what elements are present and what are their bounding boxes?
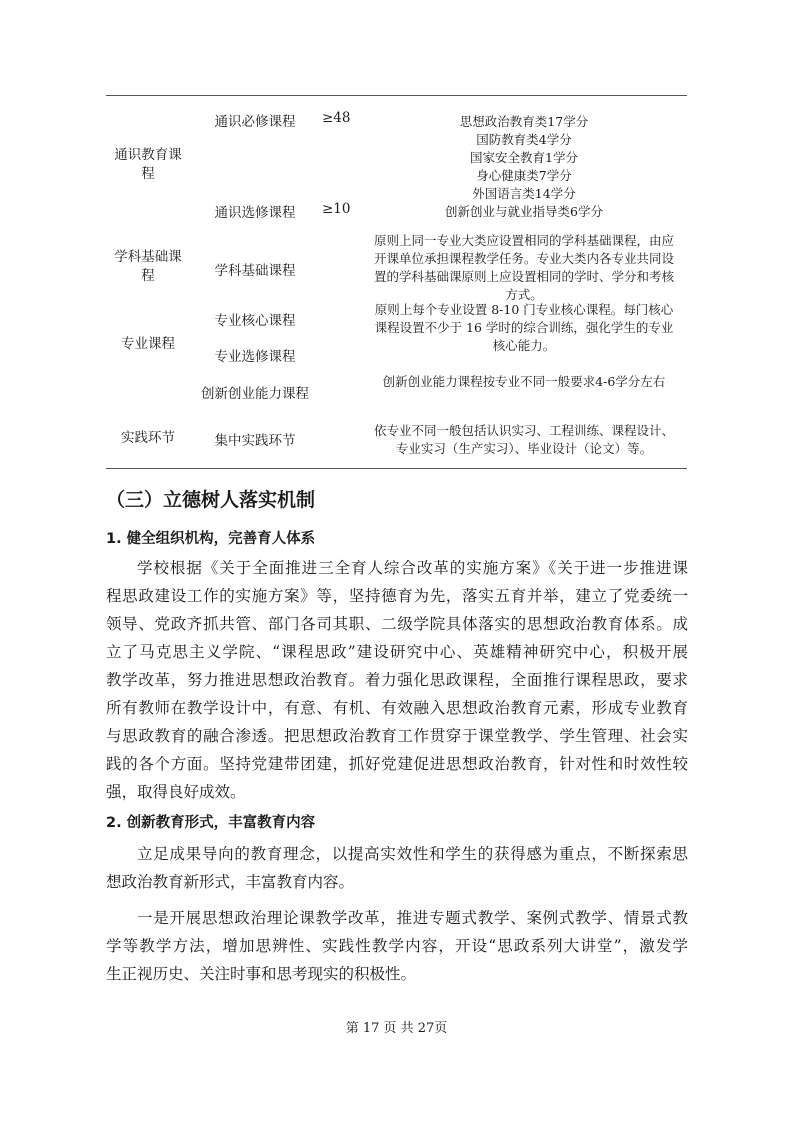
table-desc-line: 原则上每个专业设置 8-10 门专业核心课程。每门核心: [374, 302, 674, 317]
table-desc-line: 创新创业能力课程按专业不同一般要求4-6学分左右: [382, 374, 666, 389]
subsection-1-title: 1. 健全组织机构，完善育人体系: [106, 531, 316, 547]
table-desc-innovation: [364, 373, 684, 391]
paragraph-line: 生正视历史、关注时事和思考现实的积极性。: [106, 965, 417, 983]
table-category-major: 专业课程: [121, 336, 175, 352]
table-course-innovation: 创新创业能力课程: [201, 386, 309, 402]
table-desc-line: 身心健康类7学分: [476, 168, 572, 183]
table-desc-line: 思想政治教育类17学分: [459, 114, 589, 129]
paragraph-line: 立了马克思主义学院、“课程思政”建设研究中心、英雄精神研究中心，积极开展: [106, 643, 688, 661]
table-desc-line: 国防教育类4学分: [476, 132, 572, 147]
subsection-1-paragraph: [106, 554, 688, 806]
paragraph-line: 教学改革，努力推进思想政治教育。着力强化思政课程，全面推行课程思政，要求: [106, 671, 688, 689]
table-desc-discipline: [364, 232, 684, 304]
table-course-general-required: 通识必修课程: [214, 114, 296, 130]
paragraph-line: 强，取得良好成效。: [106, 783, 246, 801]
table-desc-line: 依专业不同一般包括认识实习、工程训练、课程设计、: [373, 423, 674, 438]
table-desc-line: 课程设置不少于 16 学时的综合训练，强化学生的专业: [374, 320, 674, 335]
subsection-2-paragraph-1: [106, 840, 688, 896]
paragraph-line: 领导、党政齐抓共管、部门各司其职、二级学院具体落实的思想政治教育体系。成: [106, 615, 688, 633]
table-desc-line: 国家安全教育1学分: [470, 150, 578, 165]
table-category-general: 通识教育课程: [114, 147, 182, 182]
table-desc-line: 开课单位承担课程教学任务。专业大类内各专业共同设: [373, 251, 674, 266]
table-desc-line: 创新创业与就业指导类6学分: [445, 204, 603, 219]
paragraph-line: 学等教学方法，增加思辨性、实践性教学内容，开设“思政系列大讲堂”，激发学: [106, 937, 688, 955]
table-credits-general-required: ≥48: [322, 110, 351, 126]
table-desc-line: 方式。: [505, 287, 543, 302]
table-category-discipline: 学科基础课程: [114, 249, 182, 284]
table-credits-general-elective: ≥10: [322, 201, 351, 217]
table-category-practice: 实践环节: [121, 430, 175, 446]
paragraph-line: 与思政教育的融合渗透。把思想政治教育工作贯穿于课堂教学、学生管理、社会实: [106, 727, 688, 745]
paragraph-line: 程思政建设工作的实施方案》等，坚持德育为先，落实五育并举，建立了党委统一: [106, 587, 688, 605]
paragraph-line: 学校根据《关于全面推进三全育人综合改革的实施方案》《关于进一步推进课: [137, 559, 688, 577]
table-top-rule: [106, 95, 687, 96]
paragraph-line: 践的各个方面。坚持党建带团建，抓好党建促进思想政治教育，针对性和时效性较: [106, 755, 688, 773]
table-desc-line: 专业实习（生产实习）、毕业设计（论文）等。: [395, 441, 653, 456]
table-course-discipline: 学科基础课程: [214, 263, 296, 279]
table-desc-line: 核心能力。: [492, 338, 556, 353]
table-desc-practice: [364, 422, 684, 458]
table-desc-line: 原则上同一专业大类应设置相同的学科基础课程，由应: [373, 233, 674, 248]
table-course-general-elective: 通识选修课程: [214, 205, 296, 221]
table-course-major-core: 专业核心课程: [214, 313, 296, 329]
table-course-major-elective: 专业选修课程: [214, 349, 296, 365]
table-bottom-rule: [106, 468, 687, 469]
table-course-practice: 集中实践环节: [214, 433, 296, 449]
page-footer: 第 17 页 共 27页: [345, 1021, 448, 1036]
paragraph-line: 所有教师在教学设计中，有意、有机、有效融入思想政治教育元素，形成专业教育: [106, 699, 688, 717]
paragraph-line: 一是开展思想政治理论课教学改革，推进专题式教学、案例式教学、情景式教: [137, 909, 688, 927]
table-desc-line: 置的学科基础课原则上应设置相同的学时、学分和考核: [373, 269, 674, 284]
table-desc-line: 外国语言类14学分: [472, 186, 576, 201]
section-title: （三）立德树人落实机制: [106, 489, 316, 511]
table-desc-major-core: [364, 301, 684, 355]
paragraph-line: 立足成果导向的教育理念，以提高实效性和学生的获得感为重点，不断探索思: [137, 845, 688, 863]
table-desc-general: [364, 113, 684, 221]
subsection-2-title: 2. 创新教育形式，丰富教育内容: [106, 815, 316, 831]
paragraph-line: 想政治教育新形式，丰富教育内容。: [106, 873, 355, 891]
subsection-2-paragraph-2: [106, 904, 688, 988]
